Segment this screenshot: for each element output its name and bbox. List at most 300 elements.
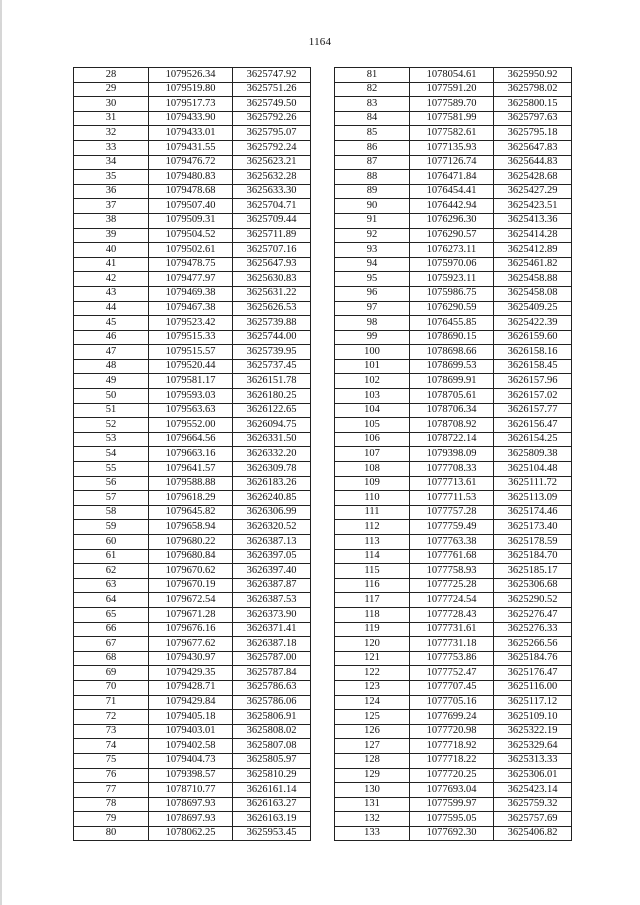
table-row	[335, 578, 572, 593]
point-number-cell: 67	[74, 637, 149, 652]
table-row	[335, 564, 572, 579]
table-row	[74, 68, 311, 83]
point-number-cell: 118	[335, 607, 410, 622]
point-number-cell: 63	[74, 578, 149, 593]
x-coordinate-cell: 1079430.97	[149, 651, 233, 666]
x-coordinate-cell: 1079515.33	[149, 330, 233, 345]
table-row	[335, 753, 572, 768]
point-number-cell: 42	[74, 272, 149, 287]
x-coordinate-cell: 1077725.28	[410, 578, 494, 593]
table-row	[335, 666, 572, 681]
y-coordinate-cell: 3626397.40	[233, 564, 311, 579]
y-coordinate-cell: 3625632.28	[233, 170, 311, 185]
table-row	[335, 126, 572, 141]
x-coordinate-cell: 1079403.01	[149, 724, 233, 739]
y-coordinate-cell: 3625290.52	[494, 593, 572, 608]
x-coordinate-cell: 1079520.44	[149, 359, 233, 374]
point-number-cell: 77	[74, 783, 149, 798]
table-row	[335, 680, 572, 695]
point-number-cell: 31	[74, 111, 149, 126]
y-coordinate-cell: 3626332.20	[233, 447, 311, 462]
y-coordinate-cell: 3626122.65	[233, 403, 311, 418]
x-coordinate-cell: 1077753.86	[410, 651, 494, 666]
y-coordinate-cell: 3626387.18	[233, 637, 311, 652]
y-coordinate-cell: 3625322.19	[494, 724, 572, 739]
table-row	[335, 345, 572, 360]
table-row	[74, 82, 311, 97]
x-coordinate-cell: 1079515.57	[149, 345, 233, 360]
point-number-cell: 111	[335, 505, 410, 520]
table-row	[74, 666, 311, 681]
point-number-cell: 103	[335, 389, 410, 404]
table-row	[335, 710, 572, 725]
table-row	[335, 213, 572, 228]
x-coordinate-cell: 1077720.98	[410, 724, 494, 739]
table-row	[74, 651, 311, 666]
y-coordinate-cell: 3625413.36	[494, 213, 572, 228]
point-number-cell: 59	[74, 520, 149, 535]
point-number-cell: 46	[74, 330, 149, 345]
table-row	[335, 549, 572, 564]
x-coordinate-cell: 1079405.18	[149, 710, 233, 725]
x-coordinate-cell: 1079519.80	[149, 82, 233, 97]
x-coordinate-cell: 1078710.77	[149, 783, 233, 798]
point-number-cell: 64	[74, 593, 149, 608]
x-coordinate-cell: 1079676.16	[149, 622, 233, 637]
y-coordinate-cell: 3625795.07	[233, 126, 311, 141]
point-number-cell: 92	[335, 228, 410, 243]
table-row	[74, 535, 311, 550]
x-coordinate-cell: 1079404.73	[149, 753, 233, 768]
table-row	[335, 783, 572, 798]
table-row	[74, 637, 311, 652]
x-coordinate-cell: 1076290.59	[410, 301, 494, 316]
table-row	[74, 564, 311, 579]
y-coordinate-cell: 3625306.01	[494, 768, 572, 783]
table-row	[74, 432, 311, 447]
table-row	[335, 607, 572, 622]
table-row	[335, 374, 572, 389]
table-row	[74, 593, 311, 608]
x-coordinate-cell: 1077711.53	[410, 491, 494, 506]
y-coordinate-cell: 3626159.60	[494, 330, 572, 345]
point-number-cell: 62	[74, 564, 149, 579]
x-coordinate-cell: 1076290.57	[410, 228, 494, 243]
x-coordinate-cell: 1079476.72	[149, 155, 233, 170]
x-coordinate-cell: 1079677.62	[149, 637, 233, 652]
point-number-cell: 82	[335, 82, 410, 97]
y-coordinate-cell: 3625423.14	[494, 783, 572, 798]
x-coordinate-cell: 1078705.61	[410, 389, 494, 404]
table-row	[335, 228, 572, 243]
x-coordinate-cell: 1079478.75	[149, 257, 233, 272]
point-number-cell: 47	[74, 345, 149, 360]
point-number-cell: 98	[335, 316, 410, 331]
x-coordinate-cell: 1075986.75	[410, 286, 494, 301]
table-row	[74, 826, 311, 841]
table-row	[335, 330, 572, 345]
x-coordinate-cell: 1078699.53	[410, 359, 494, 374]
x-coordinate-cell: 1079671.28	[149, 607, 233, 622]
table-row	[335, 535, 572, 550]
y-coordinate-cell: 3626180.25	[233, 389, 311, 404]
table-row	[74, 126, 311, 141]
point-number-cell: 55	[74, 462, 149, 477]
x-coordinate-cell: 1079429.35	[149, 666, 233, 681]
point-number-cell: 128	[335, 753, 410, 768]
point-number-cell: 37	[74, 199, 149, 214]
x-coordinate-cell: 1079581.17	[149, 374, 233, 389]
point-number-cell: 102	[335, 374, 410, 389]
y-coordinate-cell: 3625313.33	[494, 753, 572, 768]
x-coordinate-cell: 1079670.62	[149, 564, 233, 579]
x-coordinate-cell: 1079428.71	[149, 680, 233, 695]
table-row	[74, 374, 311, 389]
point-number-cell: 125	[335, 710, 410, 725]
x-coordinate-cell: 1077693.04	[410, 783, 494, 798]
scan-edge-shadow	[0, 0, 2, 905]
table-row	[335, 389, 572, 404]
x-coordinate-cell: 1079658.94	[149, 520, 233, 535]
table-row	[335, 155, 572, 170]
x-coordinate-cell: 1077692.30	[410, 826, 494, 841]
x-coordinate-cell: 1075923.11	[410, 272, 494, 287]
point-number-cell: 116	[335, 578, 410, 593]
point-number-cell: 93	[335, 243, 410, 258]
x-coordinate-cell: 1077731.18	[410, 637, 494, 652]
table-row	[74, 418, 311, 433]
table-row	[335, 520, 572, 535]
y-coordinate-cell: 3625798.02	[494, 82, 572, 97]
x-coordinate-cell: 1077758.93	[410, 564, 494, 579]
y-coordinate-cell: 3626094.75	[233, 418, 311, 433]
point-number-cell: 101	[335, 359, 410, 374]
y-coordinate-cell: 3625276.47	[494, 607, 572, 622]
x-coordinate-cell: 1079641.57	[149, 462, 233, 477]
x-coordinate-cell: 1077720.25	[410, 768, 494, 783]
x-coordinate-cell: 1079477.97	[149, 272, 233, 287]
table-row	[335, 170, 572, 185]
table-row	[74, 359, 311, 374]
point-number-cell: 99	[335, 330, 410, 345]
x-coordinate-cell: 1077763.38	[410, 535, 494, 550]
table-row	[74, 286, 311, 301]
point-number-cell: 131	[335, 797, 410, 812]
point-number-cell: 112	[335, 520, 410, 535]
x-coordinate-cell: 1079509.31	[149, 213, 233, 228]
y-coordinate-cell: 3625786.63	[233, 680, 311, 695]
table-row	[335, 505, 572, 520]
x-coordinate-cell: 1079469.38	[149, 286, 233, 301]
x-coordinate-cell: 1077707.45	[410, 680, 494, 695]
x-coordinate-cell: 1077595.05	[410, 812, 494, 827]
x-coordinate-cell: 1078062.25	[149, 826, 233, 841]
x-coordinate-cell: 1079588.88	[149, 476, 233, 491]
y-coordinate-cell: 3625809.38	[494, 447, 572, 462]
x-coordinate-cell: 1076442.94	[410, 199, 494, 214]
table-row	[74, 257, 311, 272]
y-coordinate-cell: 3625117.12	[494, 695, 572, 710]
x-coordinate-cell: 1078708.92	[410, 418, 494, 433]
y-coordinate-cell: 3625458.08	[494, 286, 572, 301]
y-coordinate-cell: 3625792.24	[233, 140, 311, 155]
table-row	[74, 695, 311, 710]
table-row	[335, 418, 572, 433]
table-row	[335, 316, 572, 331]
table-row	[335, 447, 572, 462]
x-coordinate-cell: 1079431.55	[149, 140, 233, 155]
table-row	[335, 462, 572, 477]
x-coordinate-cell: 1077724.54	[410, 593, 494, 608]
point-number-cell: 124	[335, 695, 410, 710]
y-coordinate-cell: 3625806.91	[233, 710, 311, 725]
point-number-cell: 117	[335, 593, 410, 608]
table-row	[74, 330, 311, 345]
y-coordinate-cell: 3625647.83	[494, 140, 572, 155]
point-number-cell: 28	[74, 68, 149, 83]
y-coordinate-cell: 3625739.88	[233, 316, 311, 331]
x-coordinate-cell: 1078697.93	[149, 797, 233, 812]
point-number-cell: 45	[74, 316, 149, 331]
point-number-cell: 133	[335, 826, 410, 841]
x-coordinate-cell: 1077135.93	[410, 140, 494, 155]
point-number-cell: 76	[74, 768, 149, 783]
point-number-cell: 74	[74, 739, 149, 754]
y-coordinate-cell: 3626151.78	[233, 374, 311, 389]
y-coordinate-cell: 3626158.16	[494, 345, 572, 360]
point-number-cell: 32	[74, 126, 149, 141]
table-row	[74, 520, 311, 535]
table-row	[335, 651, 572, 666]
y-coordinate-cell: 3625111.72	[494, 476, 572, 491]
y-coordinate-cell: 3625427.29	[494, 184, 572, 199]
point-number-cell: 113	[335, 535, 410, 550]
table-row	[74, 403, 311, 418]
y-coordinate-cell: 3625173.40	[494, 520, 572, 535]
table-row	[335, 797, 572, 812]
point-number-cell: 52	[74, 418, 149, 433]
x-coordinate-cell: 1079523.42	[149, 316, 233, 331]
x-coordinate-cell: 1079680.22	[149, 535, 233, 550]
y-coordinate-cell: 3626240.85	[233, 491, 311, 506]
x-coordinate-cell: 1076273.11	[410, 243, 494, 258]
y-coordinate-cell: 3626157.02	[494, 389, 572, 404]
point-number-cell: 100	[335, 345, 410, 360]
table-row	[74, 140, 311, 155]
y-coordinate-cell: 3625647.93	[233, 257, 311, 272]
y-coordinate-cell: 3625458.88	[494, 272, 572, 287]
table-row	[74, 710, 311, 725]
x-coordinate-cell: 1078698.66	[410, 345, 494, 360]
x-coordinate-cell: 1079670.19	[149, 578, 233, 593]
point-number-cell: 43	[74, 286, 149, 301]
x-coordinate-cell: 1077728.43	[410, 607, 494, 622]
y-coordinate-cell: 3625759.32	[494, 797, 572, 812]
y-coordinate-cell: 3626387.53	[233, 593, 311, 608]
y-coordinate-cell: 3625184.70	[494, 549, 572, 564]
table-row	[74, 228, 311, 243]
y-coordinate-cell: 3625412.89	[494, 243, 572, 258]
x-coordinate-cell: 1079672.54	[149, 593, 233, 608]
table-row	[74, 812, 311, 827]
point-number-cell: 88	[335, 170, 410, 185]
table-row	[335, 768, 572, 783]
table-row	[74, 243, 311, 258]
table-row	[335, 97, 572, 112]
y-coordinate-cell: 3625644.83	[494, 155, 572, 170]
y-coordinate-cell: 3626387.13	[233, 535, 311, 550]
table-row	[74, 316, 311, 331]
point-number-cell: 108	[335, 462, 410, 477]
table-row	[74, 724, 311, 739]
point-number-cell: 53	[74, 432, 149, 447]
point-number-cell: 49	[74, 374, 149, 389]
y-coordinate-cell: 3625757.69	[494, 812, 572, 827]
table-row	[335, 243, 572, 258]
point-number-cell: 30	[74, 97, 149, 112]
point-number-cell: 132	[335, 812, 410, 827]
point-number-cell: 85	[335, 126, 410, 141]
point-number-cell: 48	[74, 359, 149, 374]
y-coordinate-cell: 3626161.14	[233, 783, 311, 798]
table-row	[335, 739, 572, 754]
table-row	[335, 301, 572, 316]
x-coordinate-cell: 1077761.68	[410, 549, 494, 564]
y-coordinate-cell: 3625428.68	[494, 170, 572, 185]
point-number-cell: 50	[74, 389, 149, 404]
y-coordinate-cell: 3625739.95	[233, 345, 311, 360]
table-row	[74, 184, 311, 199]
x-coordinate-cell: 1076471.84	[410, 170, 494, 185]
x-coordinate-cell: 1077699.24	[410, 710, 494, 725]
y-coordinate-cell: 3625423.51	[494, 199, 572, 214]
y-coordinate-cell: 3625329.64	[494, 739, 572, 754]
table-row	[74, 578, 311, 593]
y-coordinate-cell: 3625953.45	[233, 826, 311, 841]
y-coordinate-cell: 3626331.50	[233, 432, 311, 447]
y-coordinate-cell: 3625109.10	[494, 710, 572, 725]
table-row	[335, 359, 572, 374]
x-coordinate-cell: 1079645.82	[149, 505, 233, 520]
point-number-cell: 105	[335, 418, 410, 433]
table-row	[335, 695, 572, 710]
point-number-cell: 70	[74, 680, 149, 695]
x-coordinate-cell: 1077731.61	[410, 622, 494, 637]
y-coordinate-cell: 3625113.09	[494, 491, 572, 506]
y-coordinate-cell: 3625950.92	[494, 68, 572, 83]
table-row	[74, 753, 311, 768]
point-number-cell: 80	[74, 826, 149, 841]
y-coordinate-cell: 3625116.00	[494, 680, 572, 695]
table-row	[335, 199, 572, 214]
point-number-cell: 61	[74, 549, 149, 564]
point-number-cell: 104	[335, 403, 410, 418]
y-coordinate-cell: 3626154.25	[494, 432, 572, 447]
y-coordinate-cell: 3625787.84	[233, 666, 311, 681]
point-number-cell: 107	[335, 447, 410, 462]
table-row	[74, 491, 311, 506]
y-coordinate-cell: 3625185.17	[494, 564, 572, 579]
point-number-cell: 69	[74, 666, 149, 681]
x-coordinate-cell: 1079398.57	[149, 768, 233, 783]
x-coordinate-cell: 1078054.61	[410, 68, 494, 83]
x-coordinate-cell: 1077759.49	[410, 520, 494, 535]
x-coordinate-cell: 1079433.90	[149, 111, 233, 126]
table-row	[74, 549, 311, 564]
y-coordinate-cell: 3626397.05	[233, 549, 311, 564]
x-coordinate-cell: 1079563.63	[149, 403, 233, 418]
y-coordinate-cell: 3626373.90	[233, 607, 311, 622]
table-row	[335, 184, 572, 199]
point-number-cell: 73	[74, 724, 149, 739]
point-number-cell: 44	[74, 301, 149, 316]
x-coordinate-cell: 1079593.03	[149, 389, 233, 404]
y-coordinate-cell: 3626163.19	[233, 812, 311, 827]
y-coordinate-cell: 3626158.45	[494, 359, 572, 374]
y-coordinate-cell: 3626157.96	[494, 374, 572, 389]
y-coordinate-cell: 3625800.15	[494, 97, 572, 112]
y-coordinate-cell: 3625807.08	[233, 739, 311, 754]
table-row	[335, 812, 572, 827]
point-number-cell: 75	[74, 753, 149, 768]
y-coordinate-cell: 3625630.83	[233, 272, 311, 287]
x-coordinate-cell: 1079663.16	[149, 447, 233, 462]
table-row	[335, 68, 572, 83]
table-row	[335, 272, 572, 287]
point-number-cell: 106	[335, 432, 410, 447]
coordinates-table-left-body	[74, 68, 311, 841]
table-row	[74, 680, 311, 695]
x-coordinate-cell: 1078699.91	[410, 374, 494, 389]
y-coordinate-cell: 3625805.97	[233, 753, 311, 768]
table-row	[74, 301, 311, 316]
x-coordinate-cell: 1077582.61	[410, 126, 494, 141]
x-coordinate-cell: 1077581.99	[410, 111, 494, 126]
point-number-cell: 127	[335, 739, 410, 754]
point-number-cell: 29	[74, 82, 149, 97]
point-number-cell: 40	[74, 243, 149, 258]
table-row	[74, 447, 311, 462]
table-row	[74, 111, 311, 126]
y-coordinate-cell: 3625306.68	[494, 578, 572, 593]
table-row	[74, 272, 311, 287]
y-coordinate-cell: 3625631.22	[233, 286, 311, 301]
point-number-cell: 86	[335, 140, 410, 155]
x-coordinate-cell: 1079507.40	[149, 199, 233, 214]
y-coordinate-cell: 3625786.06	[233, 695, 311, 710]
coordinates-table-right	[334, 67, 572, 841]
y-coordinate-cell: 3625704.71	[233, 199, 311, 214]
y-coordinate-cell: 3625792.26	[233, 111, 311, 126]
y-coordinate-cell: 3625178.59	[494, 535, 572, 550]
point-number-cell: 79	[74, 812, 149, 827]
point-number-cell: 123	[335, 680, 410, 695]
y-coordinate-cell: 3626156.47	[494, 418, 572, 433]
table-row	[335, 491, 572, 506]
table-row	[335, 403, 572, 418]
point-number-cell: 72	[74, 710, 149, 725]
point-number-cell: 87	[335, 155, 410, 170]
x-coordinate-cell: 1079618.29	[149, 491, 233, 506]
y-coordinate-cell: 3625406.82	[494, 826, 572, 841]
table-row	[335, 476, 572, 491]
table-row	[74, 622, 311, 637]
table-row	[74, 170, 311, 185]
y-coordinate-cell: 3625808.02	[233, 724, 311, 739]
point-number-cell: 110	[335, 491, 410, 506]
x-coordinate-cell: 1077752.47	[410, 666, 494, 681]
point-number-cell: 96	[335, 286, 410, 301]
